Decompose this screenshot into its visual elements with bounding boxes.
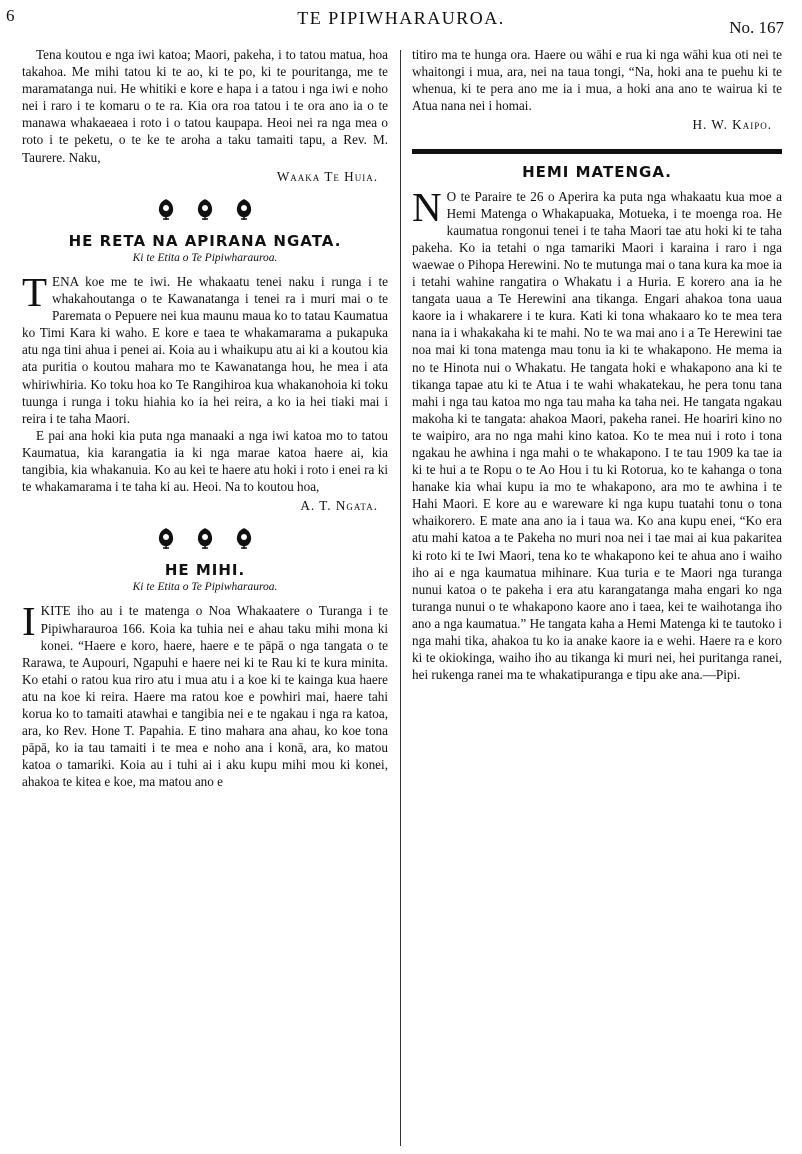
koru-scroll-icon bbox=[156, 528, 176, 550]
continued-paragraph: titiro ma te hunga ora. Haere ou wāhi e rua ki nga wāhi kua oti nei te whaitongi i mua, ara, nei na taua tongi, “Na, hoki ana te puehu ki te whenua, ki te pera ano me ia i mua, a hoki ana ano te wairua ki te Atua nana nei i homai. bbox=[412, 47, 782, 114]
matenga-heading: HEMI MATENGA. bbox=[522, 163, 672, 182]
ornament-divider bbox=[22, 199, 388, 225]
koru-scroll-icon bbox=[234, 528, 254, 550]
left-column bbox=[22, 46, 388, 790]
ornament-divider bbox=[22, 528, 388, 554]
section-rule bbox=[412, 149, 782, 154]
intro-paragraph: Tena koutou e nga iwi katoa; Maori, pakeha, i to tatou matua, hoa takahoa. Me mihi tatou ki te ao, ki te po, ki te pouritanga, me te maramatanga nui. He whitiki e kore e hapa i a tatou i nga iwi e noho nei i raro i te komaru o te ra. Kia ora roa tatou i te ora ano ia o te manawa whakaeaea i roto i o tatou kaupapa. Heoi nei ra nga mea o roto i te peketu, o te ke te aroha a taku tamaiti tapu, a Rev. M. Taurere. Naku, bbox=[22, 47, 388, 165]
drop-cap: I bbox=[22, 598, 36, 645]
ngata-letter-subheading: Ki te Etita o Te Pipiwharauroa. bbox=[132, 251, 278, 264]
ngata-paragraph-1: TENA koe me te iwi. He whakaatu tenei naku i runga i te whakahoutanga o te Kawanatanga i tenei ra i muri mai o te Paremata o Pepuere nei kua maunu maua ko to tatau Kaumatua ko Timi Kara ki waho. E kore e taea te whakamarama a pukapuka atu nga tini ahua i penei ai. Koia au i whaikupu atu ai ki a koutou kia ata puritia o koutou mahara mo te Kawanatanga hou, he mea i ata whiriwhiria. Ko toku hoa ko Te Rangihiroa kua whakanohoia ki toku tuunga i runga i toku hiahia ko ia hei reira, a ko ia hei tiaki mai i reira i te taha Maori. bbox=[22, 268, 388, 426]
page-number: 6 bbox=[6, 6, 15, 25]
koru-scroll-icon bbox=[156, 199, 176, 221]
koru-scroll-icon bbox=[234, 199, 254, 221]
column-divider bbox=[400, 50, 401, 1146]
mihi-paragraph: IKITE iho au i te matenga o Noa Whakaatere o Turanga i te Pipiwharauroa 166. Koia ka tuhia nei e ahau taku mihi mona ki konei. “Haere e koro, haere, haere e te pāpā o nga tangata o te Rarawa, te Aupouri, Ngapuhi e haere nei ki te Rau ki te kura minita. Ko etahi o ratou kua riro atu i mua atu i a koe ki te kainga kua haere atu na koe ki reira. Haere ma ratou koe e powhiri mai, haere tahi korua ko to tamaiti atawhai e tangibia nei e te ngakau i nga ra katoa, ara, ko Rev. Hone T. Papahia. E tino mahara ana ahau, ko koe tona pāpā, ko ia tau tamaiti i te mea e noho ana i konā, ara, ko matou katoa o tamariki. Koia au i tuhi ai i aku kupu mihi mou ki konei, ahakoa te kitea e koe, ma matou ano e bbox=[22, 598, 388, 790]
mihi-heading: HE MIHI. bbox=[164, 561, 246, 580]
ngata-paragraph-2: E pai ana hoki kia puta nga manaaki a nga iwi katoa mo to tatou Kaumatua, kia karangatia ia ki nga marae katoa haere ai, kia tangibia, kia whakanuia. Ko au kei te haere atu hoki i roto i enei ra ki te whakamarama i te taha ki au. Heoi. Na to koutou hoa, bbox=[22, 427, 388, 495]
right-column bbox=[412, 46, 782, 683]
intro-signature: Waaka Te Huia. bbox=[276, 168, 378, 184]
ngata-letter-heading: HE RETA NA APIRANA NGATA. bbox=[68, 231, 342, 250]
mihi-subheading: Ki te Etita o Te Pipiwharauroa. bbox=[132, 581, 278, 594]
continued-signature: H. W. Kaipo. bbox=[692, 117, 772, 133]
ngata-signature: A. T. Ngata. bbox=[300, 498, 378, 514]
matenga-paragraph: N O te Paraire te 26 o Aperira ka puta nga whakaatu kua moe a Hemi Matenga o Whakapuaka, Motueka, i te moenga roa. He kaumatua rongonui tenei i te taha Maori tae atu hoki ki te taha pakeha. Ko ia tetahi o nga tamariki Maori i karaina i raro i nga waewae o Pihopa Herewini. No te mutunga mai o tana kura ka moe ia i tetahi wahine rangatira o Whakatu i a Huria. E korero ana ia he tangata uaua a Te Herewini ana tikanga. Engari ahakoa tona uaua kaore ia i whakarere i te kura. Kati ki tona whakaaro ko te mea tera nana ia i whakakaha ki te mahi. No te wa mai ano i a Te Herewini tae noa mai ki tona matenga mau tonu ia ki te whakapono. He mema ia no te Hinota nui o Whakatu. He tangata hoki e whakapono ana ki te tikanga tapae atu ki te Atua i te wahi whakatekau, he pera tonu tana mahi i nga tau katoa mo nga tau maha ka taha nei. He tangata ngakau makoha ki te tangata: ahakoa Maori, pakeha ranei. He hoariri kino no te waipiro, ara no nga mahi kino katoa. Ko te mea nui i roto i tona ngakau he awhina i nga mahi o te whakapono. I te tau 1909 ka tae ia ki te hui a te Ropu o te Ao Hou i tu ki Rotorua, ko te kahanga o tona hanake kia whai kupu ia mo te whakapono, ara mo te awhina i te Hahi Maori. E kore au e wareware ki nga kupu tuatahi tonu o tona whaikorero. E mate ana ano ia i taua wa. Ko ana kupu enei, “Ko era atu mahi katoa a te Pakeha no muri noa nei i tae mai ai kua pakaritea ki roto ki te Iwi Maori, tena ko te whakapono kei te ahua ano i waiho iho ai e nga kaumatua mihinare. Kua turia e te Maori nga turanga nunui katoa o te pakeha i era atu karangatanga maha engari ko nga turanga nunui o te whakapono kaore ano i taea, kei te waihotanga iho ano a nga kaumatua.” He tangata kaha a Hemi Matenga ki te tautoko i nga mahi tika, ahakoa tu ko ia anake kaore ia e wehi. Haere ra e koro ki te okiokinga, waiho iho au tikanga ki muri nei, hei puritanga ranei, hei rukenga ranei ma te whakatipuranga e tipu ake ana.—Pipi. bbox=[412, 183, 782, 683]
issue-number: No. 167 bbox=[729, 18, 784, 37]
koru-scroll-icon bbox=[195, 199, 215, 221]
drop-cap: N bbox=[412, 183, 442, 230]
drop-cap: T bbox=[22, 268, 48, 315]
koru-scroll-icon bbox=[195, 528, 215, 550]
masthead-title: TE PIPIWHARAUROA. bbox=[297, 8, 505, 28]
page-header bbox=[0, 0, 802, 40]
